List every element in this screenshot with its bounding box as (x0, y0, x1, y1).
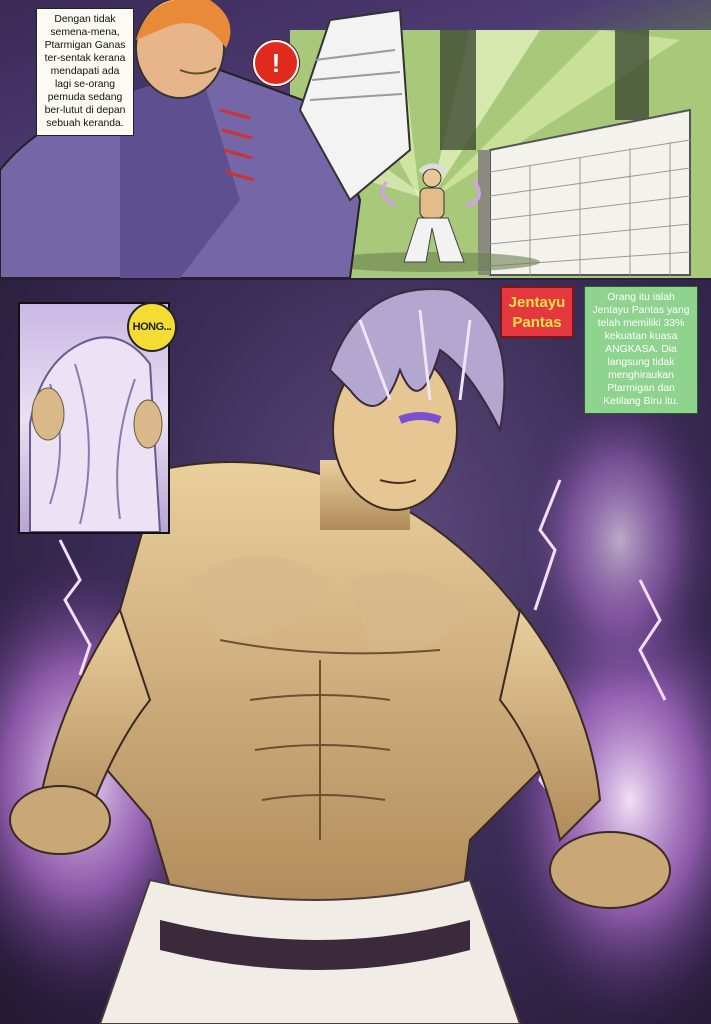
exclamation-bubble: ! (253, 40, 299, 86)
main-panel (0, 280, 711, 1024)
name-tag-line2: Pantas (512, 314, 562, 331)
caption-box: Dengan tidak semena-mena, Ptarmigan Ganas ter-sentak kerana mendapati ada lagi se-orang pemuda sedang ber-lutut di depan sebuah keranda. (36, 8, 134, 136)
sound-effect-bubble: HONG... (127, 302, 177, 352)
name-tag-line1: Jentayu (508, 294, 566, 311)
character-name-tag (500, 286, 574, 338)
top-panel (0, 0, 711, 278)
narration-box: Orang itu ialah Jentayu Pantas yang telah memiliki 33% kekuatan kuasa ANGKASA. Dia langsung tidak menghiraukan Ptarmigan dan Ketilang Biru itu. (584, 286, 698, 414)
